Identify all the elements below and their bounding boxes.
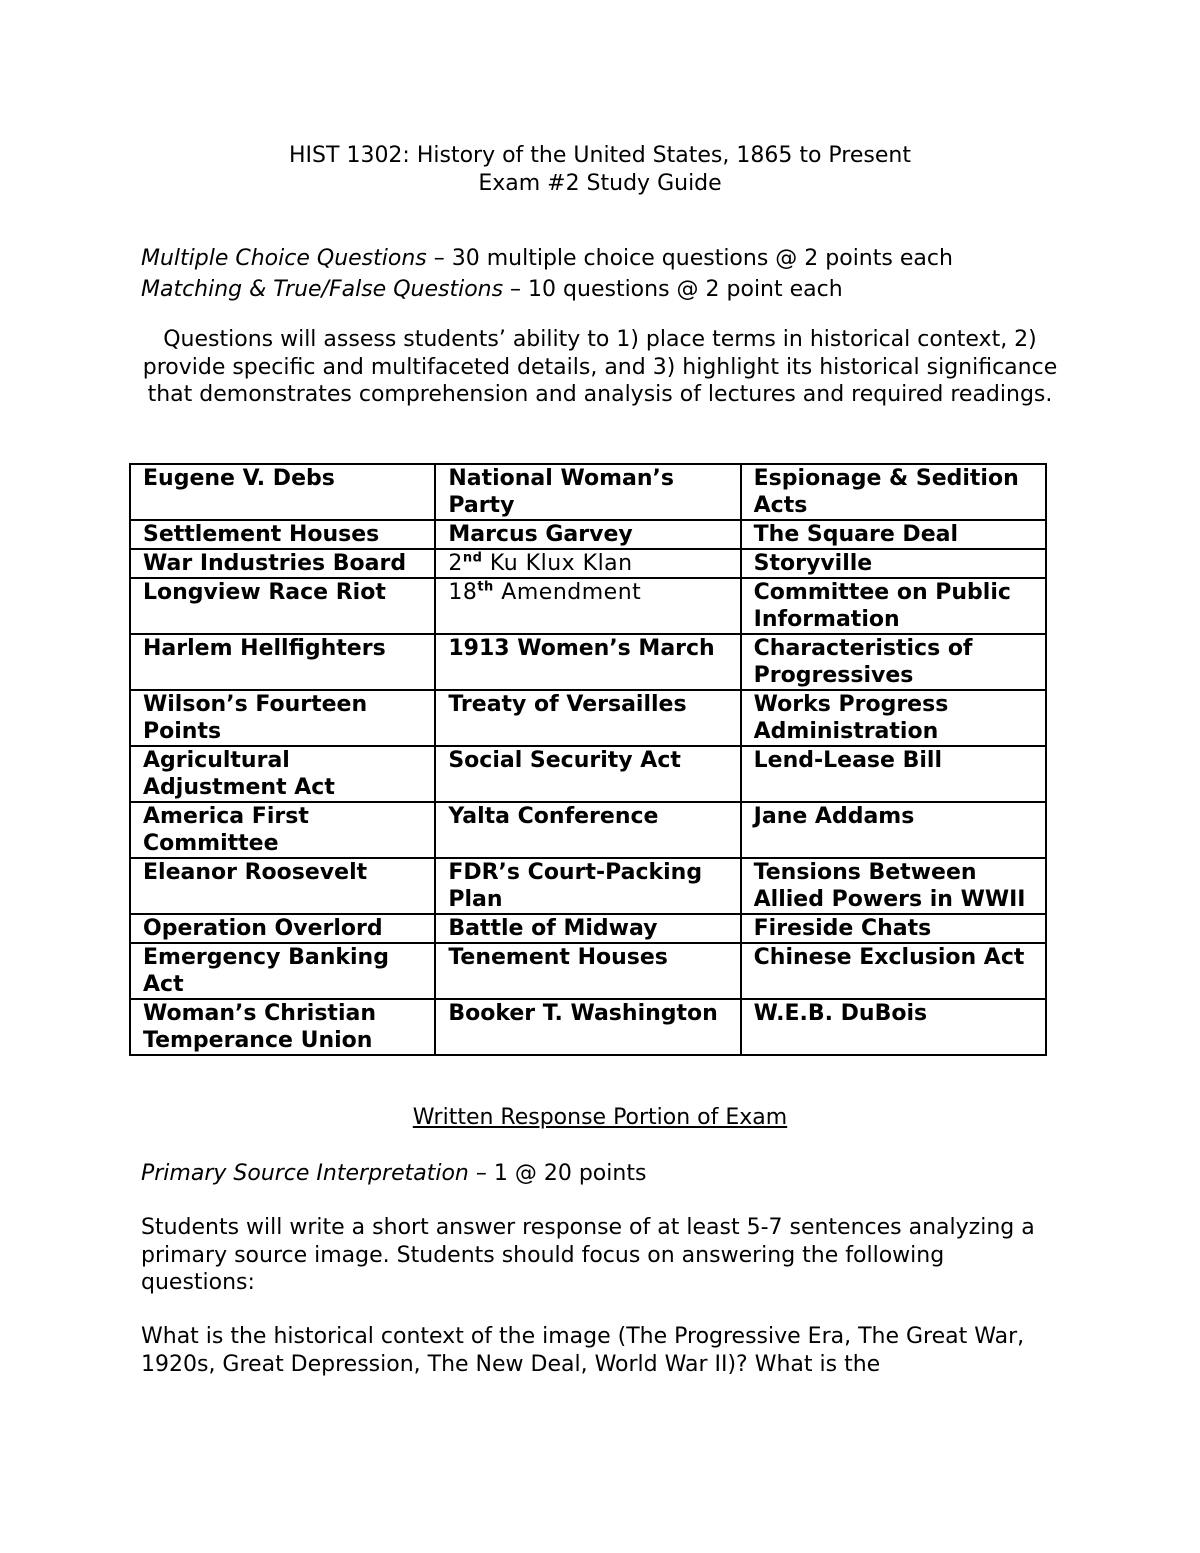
term-cell: FDR’s Court-Packing Plan [435, 858, 740, 914]
written-response-instructions: Students will write a short answer response of at least 5-7 sentences analyzing a primary source image. Students should focus on answering the following questions: [141, 1215, 1035, 1295]
term-cell: Marcus Garvey [435, 520, 740, 549]
term-cell: Eugene V. Debs [130, 464, 435, 520]
term-cell: Woman’s Christian Temperance Union [130, 999, 435, 1055]
term-cell: Agricultural Adjustment Act [130, 746, 435, 802]
term-cell: Emergency Banking Act [130, 943, 435, 999]
table-row [130, 520, 1046, 549]
term-cell: Tenement Houses [435, 943, 740, 999]
table-row [130, 464, 1046, 520]
multiple-choice-label: Multiple Choice Questions [141, 246, 427, 271]
term-cell: Tensions Between Allied Powers in WWII [741, 858, 1046, 914]
table-row [130, 943, 1046, 999]
written-response-questions: What is the historical context of the image (The Progressive Era, The Great War, 1920s, Great Depression, The New Deal, World War II)? What is the [141, 1324, 1025, 1377]
term-cell: The Square Deal [741, 520, 1046, 549]
term-cell [435, 549, 740, 578]
term-cell: National Woman’s Party [435, 464, 740, 520]
table-row [130, 999, 1046, 1055]
table-row [130, 746, 1046, 802]
term-cell: Treaty of Versailles [435, 690, 740, 746]
primary-source-line [141, 1160, 646, 1188]
term-cell: Settlement Houses [130, 520, 435, 549]
multiple-choice-line [141, 243, 953, 274]
term-ordinal-suffix: nd [462, 550, 483, 566]
term-cell: Jane Addams [741, 802, 1046, 858]
term-cell: Battle of Midway [435, 914, 740, 943]
primary-source-label: Primary Source Interpretation [141, 1161, 469, 1186]
table-row [130, 549, 1046, 578]
table-row [130, 858, 1046, 914]
term-ordinal: 18 [448, 580, 478, 605]
term-ordinal-suffix: th [477, 579, 494, 595]
term-cell: Yalta Conference [435, 802, 740, 858]
term-cell: Characteristics of Progressives [741, 634, 1046, 690]
term-cell: Works Progress Administration [741, 690, 1046, 746]
course-title: HIST 1302: History of the United States, 1865 to Present [289, 143, 911, 168]
term-cell [435, 578, 740, 634]
term-cell: Wilson’s Fourteen Points [130, 690, 435, 746]
term-rest: Amendment [493, 580, 642, 605]
matching-detail: – 10 questions @ 2 point each [503, 277, 843, 302]
term-cell: Committee on Public Information [741, 578, 1046, 634]
terms-table [129, 463, 1047, 1056]
term-rest: Ku Klux Klan [482, 551, 633, 576]
term-cell: America First Committee [130, 802, 435, 858]
table-row [130, 914, 1046, 943]
table-row [130, 690, 1046, 746]
term-cell: Longview Race Riot [130, 578, 435, 634]
matching-label: Matching & True/False Questions [141, 277, 504, 302]
multiple-choice-detail: – 30 multiple choice questions @ 2 points each [426, 246, 953, 271]
term-cell: Fireside Chats [741, 914, 1046, 943]
term-cell: Booker T. Washington [435, 999, 740, 1055]
term-cell: Operation Overlord [130, 914, 435, 943]
term-cell: Storyville [741, 549, 1046, 578]
term-cell: Lend-Lease Bill [741, 746, 1046, 802]
table-row [130, 802, 1046, 858]
question-types [141, 243, 953, 305]
term-cell: Harlem Hellfighters [130, 634, 435, 690]
assessment-description: Questions will assess students’ ability to 1) place terms in historical context, 2) provide specific and multifaceted details, and 3) highlight its historical significance that demonstrates comprehension and analysis of lectures and required readings. [142, 327, 1058, 407]
term-ordinal: 2 [448, 551, 463, 576]
table-row [130, 634, 1046, 690]
term-cell: Espionage & Sedition Acts [741, 464, 1046, 520]
document-header [0, 142, 1200, 198]
primary-source-detail: – 1 @ 20 points [468, 1161, 647, 1186]
term-cell: 1913 Women’s March [435, 634, 740, 690]
term-cell: War Industries Board [130, 549, 435, 578]
term-cell: W.E.B. DuBois [741, 999, 1046, 1055]
table-row [130, 578, 1046, 634]
term-cell: Social Security Act [435, 746, 740, 802]
matching-line [141, 274, 953, 305]
written-response-heading: Written Response Portion of Exam [412, 1105, 788, 1130]
term-cell: Eleanor Roosevelt [130, 858, 435, 914]
term-cell: Chinese Exclusion Act [741, 943, 1046, 999]
study-guide-title: Exam #2 Study Guide [478, 171, 722, 196]
